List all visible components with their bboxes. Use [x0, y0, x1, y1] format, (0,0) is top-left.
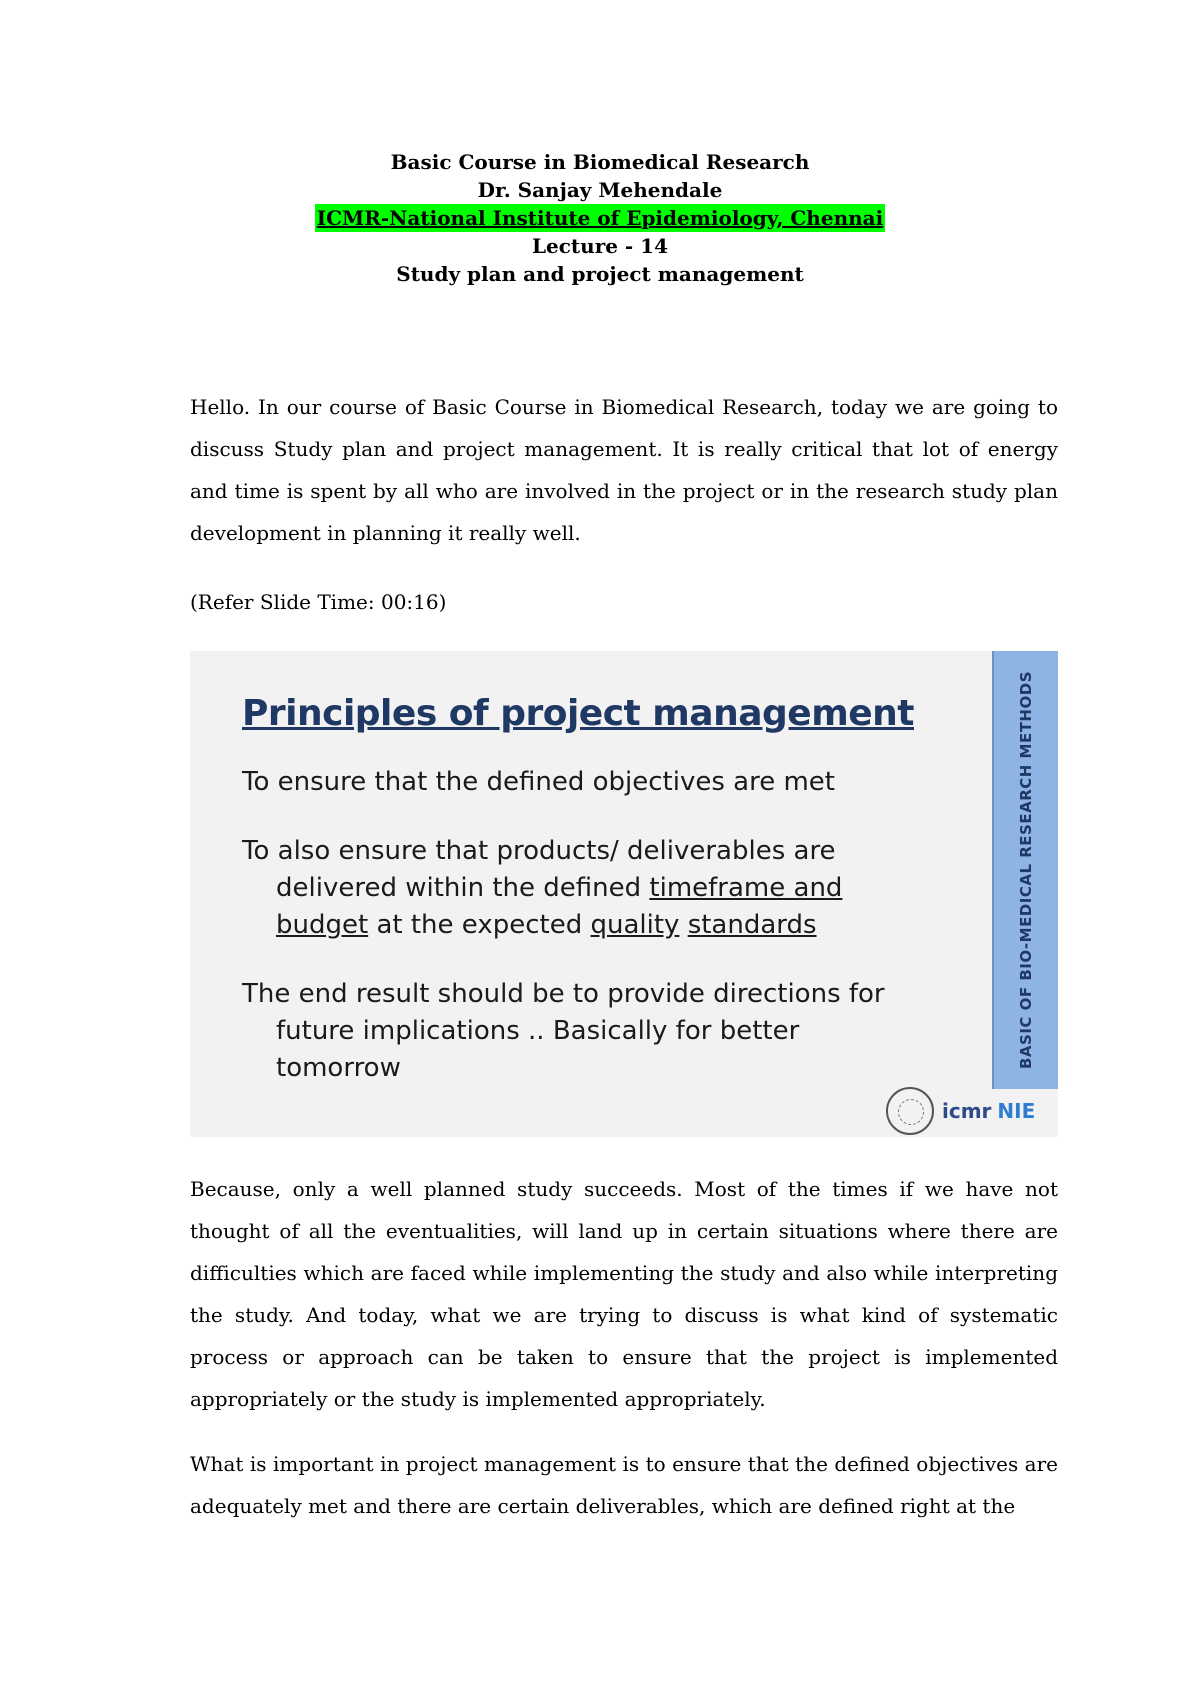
slide-bullet-2-line3-text: at the expected [368, 910, 591, 940]
slide-bullet-2-line2-text: delivered within the defined [276, 873, 650, 903]
institute-name: ICMR-National Institute of Epidemiology, Chennai [316, 206, 884, 230]
slide-time-reference: (Refer Slide Time: 00:16) [190, 590, 447, 614]
slide-title: Principles of project management [242, 693, 914, 734]
document-header [0, 148, 1200, 288]
lecture-slide [190, 651, 1058, 1137]
slide-bullet-3-line2: future implications .. Basically for better [276, 1016, 800, 1046]
slide-bullet-1-text: To ensure that the defined objectives are met [242, 767, 835, 797]
slide-bullet-2-line1: To also ensure that products/ deliverables are [242, 836, 836, 866]
lecture-title: Study plan and project management [396, 262, 804, 286]
slide-bullet-2-standards: standards [687, 910, 817, 940]
nie-logo: NIE [997, 1099, 1036, 1123]
paragraph-planning: Because, only a well planned study succeeds. Most of the times if we have not thought of all the eventualities, will land up in certain situations where there are difficulties which are faced while implementing the study and also while interpreting the study. And today, what we are trying to discuss is what kind of systematic process or approach can be taken to ensure that the project is implemented appropriately or the study is implemented appropriately. [190, 1177, 1058, 1411]
slide-bullet-2-line2 [242, 870, 1002, 907]
slide-bullet-2 [242, 833, 1002, 944]
icmr-logo: icmr [942, 1099, 992, 1123]
author-name: Dr. Sanjay Mehendale [477, 178, 723, 202]
slide-sidebar [992, 651, 1058, 1089]
slide-bullet-3 [242, 976, 1002, 1087]
slide-bullet-2-space [679, 910, 687, 940]
slide-logos [882, 1085, 1058, 1137]
slide-content [242, 681, 1002, 1119]
slide-bullet-2-timeframe: timeframe and [649, 873, 843, 903]
lecture-number: Lecture - 14 [531, 234, 669, 258]
slide-bullet-2-budget: budget [276, 910, 369, 940]
slide-bullet-1 [242, 764, 1002, 801]
course-title: Basic Course in Biomedical Research [390, 150, 810, 174]
paragraph-intro: Hello. In our course of Basic Course in Biomedical Research, today we are going to discuss Study plan and project management. It is really critical that lot of energy and time is spent by all who are involved in the project or in the research study plan development in planning it really well. [190, 395, 1058, 545]
slide-bullet-3-line3: tomorrow [276, 1053, 401, 1083]
slide-bullet-2-quality: quality [590, 910, 680, 940]
paragraph-objectives: What is important in project management is to ensure that the defined objectives are adequately met and there are certain deliverables, which are defined right at the [190, 1452, 1058, 1518]
slide-bullet-2-line3 [242, 907, 1002, 944]
seal-icon [886, 1087, 934, 1135]
slide-bullet-3-line1: The end result should be to provide directions for [242, 979, 885, 1009]
sidebar-label: BASIC OF BIO-MEDICAL RESEARCH METHODS [1017, 670, 1035, 1070]
